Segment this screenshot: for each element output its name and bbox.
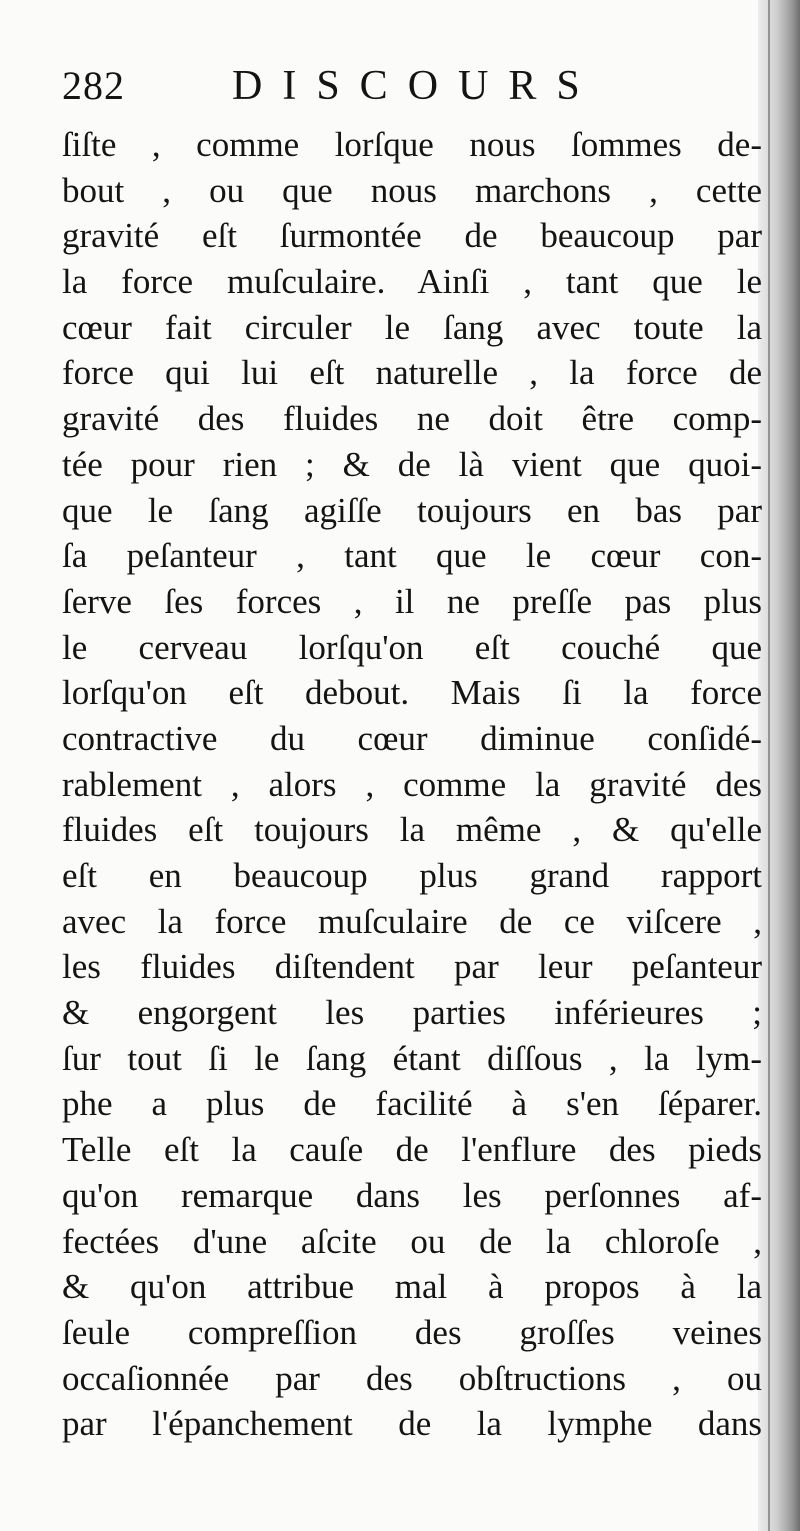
text-line: eſt en beaucoup plus grand rapport bbox=[62, 856, 762, 895]
text-line: ſerve ſes forces , il ne preſſe pas plus bbox=[62, 581, 762, 621]
text-line: le cerveau lorſqu'on eſt couché que bbox=[62, 627, 762, 667]
page-header bbox=[62, 62, 622, 122]
page-edge-line bbox=[768, 0, 770, 1531]
text-line: ſiſte , comme lorſque nous ſommes de- bbox=[62, 125, 762, 164]
text-line: phe a plus de facilité à s'en ſéparer. bbox=[62, 1084, 762, 1124]
text-line: avec la force muſculaire de ce viſcere , bbox=[62, 901, 762, 941]
text-line: lorſqu'on eſt debout. Mais ſi la force bbox=[62, 673, 762, 713]
text-line: ſur tout ſi le ſang étant diſſous , la lym- bbox=[62, 1038, 762, 1078]
body-text bbox=[62, 122, 762, 1447]
text-line: fectées d'une aſcite ou de la chloroſe , bbox=[62, 1221, 762, 1261]
page-number: 282 bbox=[62, 63, 125, 108]
text-line: bout , ou que nous marchons , cette bbox=[62, 170, 762, 210]
text-line: rablement , alors , comme la gravité des bbox=[62, 764, 762, 804]
text-line: gravité des fluides ne doit être comp- bbox=[62, 399, 762, 439]
text-line: force qui lui eſt naturelle , la force de bbox=[62, 353, 762, 393]
text-line: tée pour rien ; & de là vient que quoi- bbox=[62, 444, 762, 484]
page-gutter-shadow bbox=[758, 0, 800, 1531]
running-head: DISCOURS bbox=[232, 63, 600, 109]
text-line: par l'épanchement de la lymphe dans bbox=[62, 1404, 762, 1444]
text-line: occaſionnée par des obſtructions , ou bbox=[62, 1358, 762, 1398]
text-line: contractive du cœur diminue conſidé- bbox=[62, 718, 762, 758]
text-line: ſeule compreſſion des groſſes veines bbox=[62, 1312, 762, 1352]
text-line: & engorgent les parties inférieures ; bbox=[62, 993, 762, 1033]
text-line: ſa peſanteur , tant que le cœur con- bbox=[62, 536, 762, 576]
text-line: Telle eſt la cauſe de l'enflure des pieds bbox=[62, 1130, 762, 1170]
text-line: & qu'on attribue mal à propos à la bbox=[62, 1267, 762, 1307]
text-line: fluides eſt toujours la même , & qu'elle bbox=[62, 810, 762, 850]
text-line: qu'on remarque dans les perſonnes af- bbox=[62, 1175, 762, 1215]
text-line: que le ſang agiſſe toujours en bas par bbox=[62, 490, 762, 530]
text-line: gravité eſt ſurmontée de beaucoup par bbox=[62, 216, 762, 256]
text-line: les fluides diſtendent par leur peſanteur bbox=[62, 947, 762, 987]
text-line: cœur fait circuler le ſang avec toute la bbox=[62, 307, 762, 347]
text-line: la force muſculaire. Ainſi , tant que le bbox=[62, 262, 762, 302]
